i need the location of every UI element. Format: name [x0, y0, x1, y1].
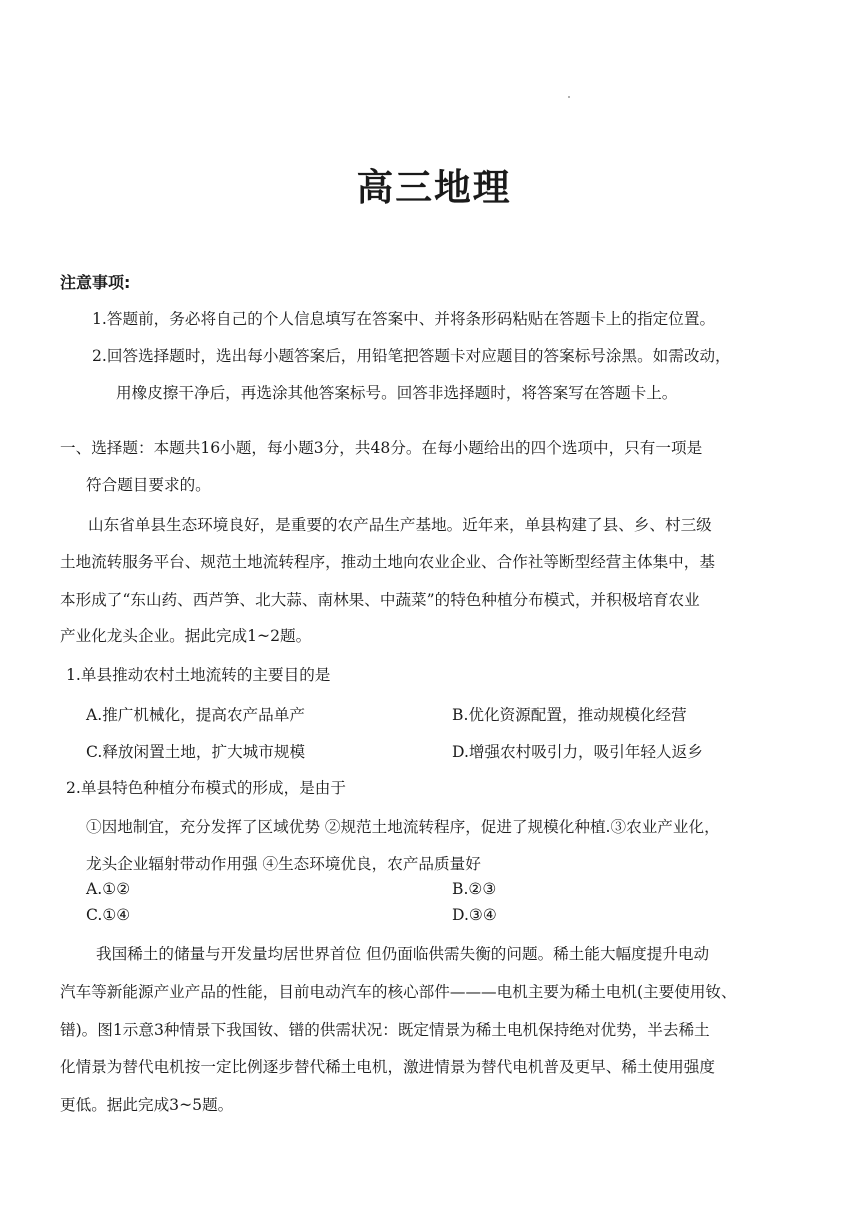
question-2-statements-line-2: 龙头企业辐射带动作用强 ④生态环境优良，农产品质量好	[86, 855, 481, 873]
notice-item-2-line-1: 2.回答选择题时，选出每小题答案后，用铅笔把答题卡对应题目的答案标号涂黑。如需改动，	[92, 347, 731, 365]
passage-1-line-2: 土地流转服务平台、规范土地流转程序，推动土地向农业企业、合作社等断型经营主体集中，基	[60, 553, 715, 571]
notice-heading: 注意事项:	[60, 273, 131, 292]
question-2-option-c: C.①④	[86, 906, 131, 924]
passage-1-line-3: 本形成了“东山药、西芦笋、北大蒜、南林果、中蔬菜”的特色种植分布模式，并积极培育农业	[60, 591, 700, 609]
section-1-heading-line-2: 符合题目要求的。	[86, 476, 211, 494]
notice-item-1: 1.答题前，务必将自己的个人信息填写在答案中、并将条形码粘贴在答题卡上的指定位置。	[92, 310, 716, 328]
notice-item-2-line-2: 用橡皮擦干净后，再选涂其他答案标号。回答非选择题时，将答案写在答题卡上。	[116, 384, 678, 402]
passage-2-line-4: 化情景为替代电机按一定比例逐步替代稀土电机，激进情景为替代电机普及更早、稀土使用强度	[60, 1058, 715, 1076]
passage-2-line-5: 更低。据此完成3~5题。	[60, 1096, 234, 1114]
question-2-option-a: A.①②	[86, 880, 131, 898]
question-1-option-c: C.释放闲置土地，扩大城市规模	[86, 743, 306, 761]
question-2-option-b: B.②③	[452, 880, 497, 898]
question-1-option-d: D.增强农村吸引力，吸引年轻人返乡	[452, 743, 703, 761]
passage-2-line-1: 我国稀土的储量与开发量均居世界首位 但仍面临供需失衡的问题。稀土能大幅度提升电动	[96, 945, 710, 963]
question-2-stem: 2.单县特色种植分布模式的形成，是由于	[66, 779, 346, 797]
question-1-option-b: B.优化资源配置，推动规模化经营	[452, 706, 687, 724]
section-1-heading-line-1: 一、选择题：本题共16小题，每小题3分，共48分。在每小题给出的四个选项中，只有一项是	[60, 439, 703, 457]
scan-speck	[568, 96, 570, 98]
passage-2-line-2: 汽车等新能源产业产品的性能，目前电动汽车的核心部件———电机主要为稀土电机(主要使用钕、	[60, 983, 737, 1001]
question-1-option-a: A.推广机械化，提高农产品单产	[86, 706, 305, 724]
question-2-option-d: D.③④	[452, 906, 497, 924]
question-2-statements-line-1: ①因地制宜，充分发挥了区域优势 ②规范土地流转程序，促进了规模化种植.③农业产业化，	[86, 818, 720, 836]
page-title: 高三地理	[356, 166, 512, 209]
passage-2-line-3: 镨)。图1示意3种情景下我国钕、镨的供需状况：既定情景为稀土电机保持绝对优势，半去稀土	[60, 1021, 710, 1039]
passage-1-line-1: 山东省单县生态环境良好，是重要的农产品生产基地。近年来，单县构建了县、乡、村三级	[88, 516, 712, 534]
question-1-stem: 1.单县推动农村土地流转的主要目的是	[66, 666, 331, 684]
passage-1-line-4: 产业化龙头企业。据此完成1~2题。	[60, 627, 312, 645]
